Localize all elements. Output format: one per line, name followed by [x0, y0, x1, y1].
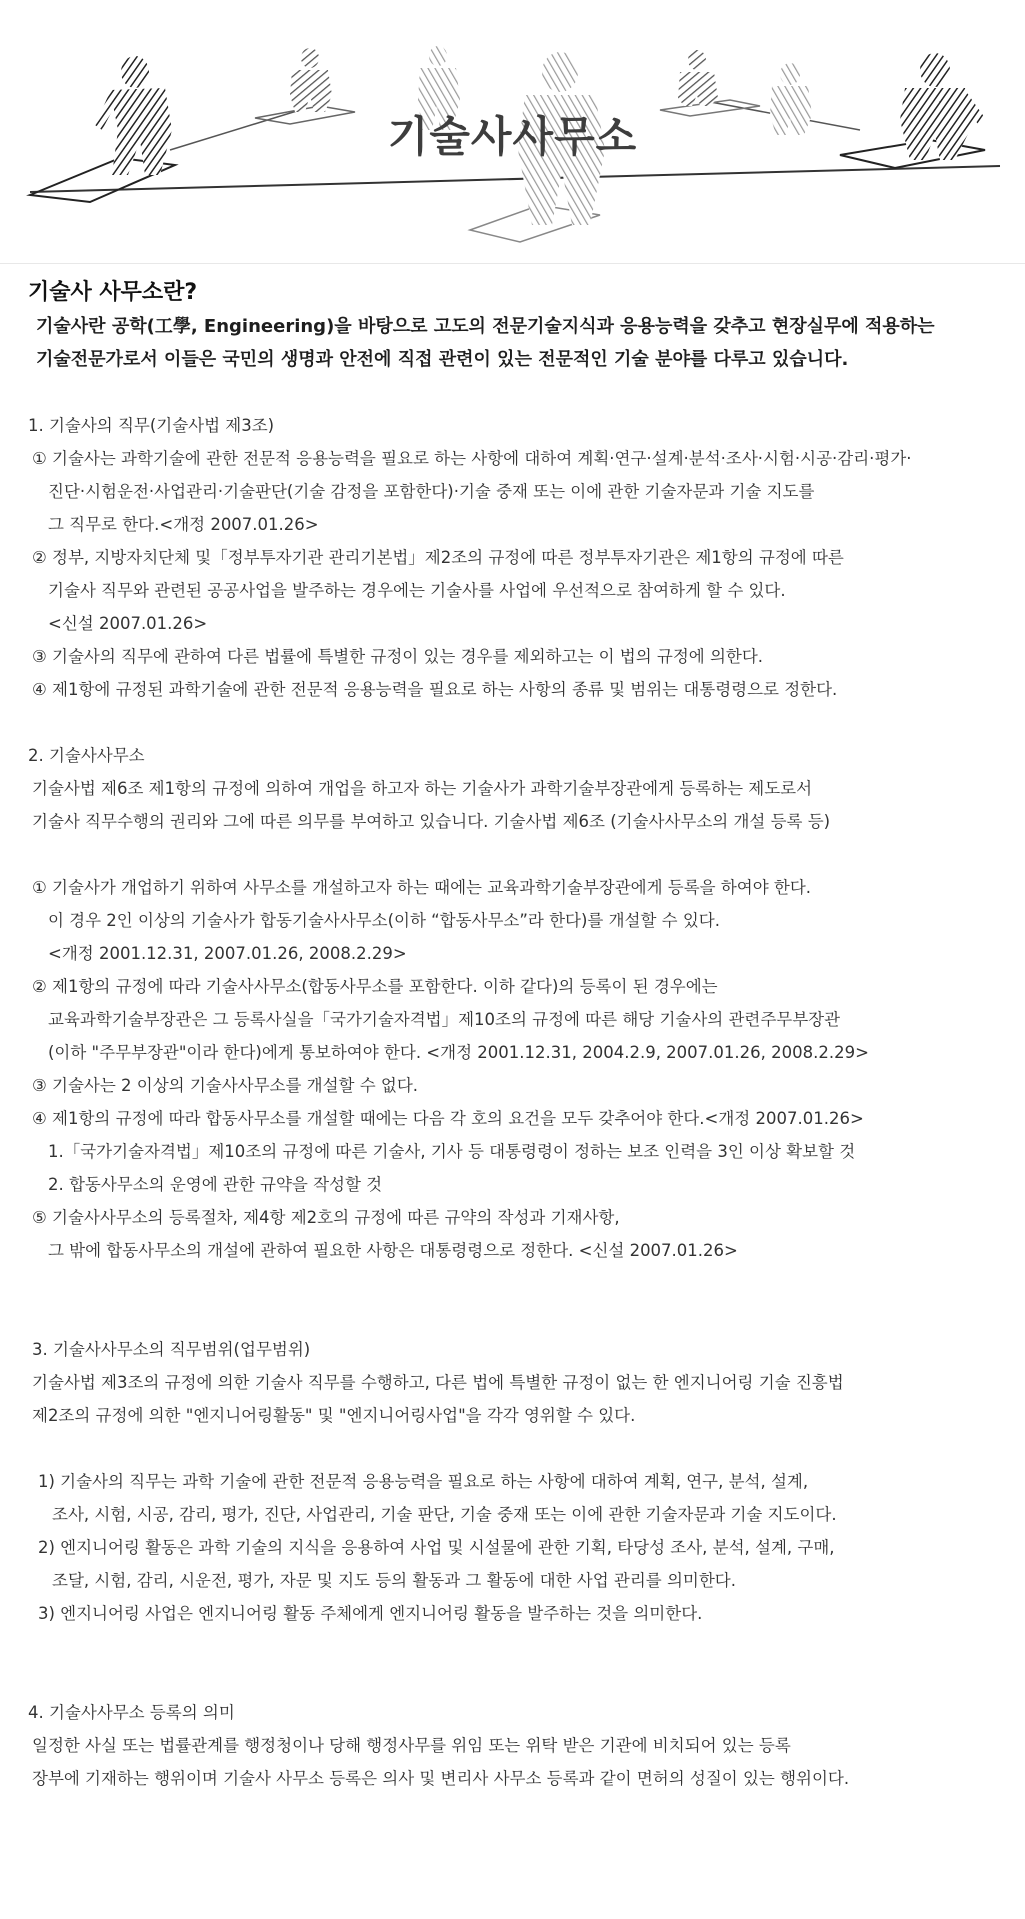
section-line: 기술사 직무수행의 권리와 그에 따른 의무를 부여하고 있습니다. 기술사법 제6조 (기술사사무소의 개설 등록 등): [32, 812, 831, 831]
section-line: <신설 2007.01.26>: [48, 614, 208, 633]
banner-divider: [0, 263, 1025, 264]
section-line: 3) 엔지니어링 사업은 엔지니어링 활동 주체에게 엔지니어링 활동을 발주하는 것을 의미한다.: [38, 1604, 703, 1623]
spacer: [28, 376, 1008, 409]
header-banner: [0, 0, 1025, 262]
section-title: 3. 기술사사무소의 직무범위(업무범위): [32, 1340, 311, 1359]
intro-line: 기술전문가로서 이들은 국민의 생명과 안전에 직접 관련이 있는 전문적인 기술 분야를 다루고 있습니다.: [36, 349, 849, 370]
section-line: 교육과학기술부장관은 그 등록사실을「국가기술자격법」제10조의 규정에 따른 해당 기술사의 관련주무부장관: [48, 1010, 841, 1029]
section-line: ③ 기술사의 직무에 관하여 다른 법률에 특별한 규정이 있는 경우를 제외하고는 이 법의 규정에 의한다.: [32, 647, 764, 666]
section-line: 1.「국가기술자격법」제10조의 규정에 따른 기술사, 기사 등 대통령령이 정하는 보조 인력을 3인 이상 확보할 것: [48, 1142, 856, 1161]
section-line: 2) 엔지니어링 활동은 과학 기술의 지식을 응용하여 사업 및 시설물에 관한 기획, 타당성 조사, 분석, 설계, 구매,: [38, 1538, 835, 1557]
section-title: 2. 기술사사무소: [28, 746, 145, 765]
banner-title: 기술사사무소: [387, 112, 638, 161]
document-body: [28, 276, 1008, 1795]
section-line: 1) 기술사의 직무는 과학 기술에 관한 전문적 응용능력을 필요로 하는 사항에 대하여 계획, 연구, 분석, 설계,: [38, 1472, 809, 1491]
section-line: 제2조의 규정에 의한 "엔지니어링활동" 및 "엔지니어링사업"을 각각 영위할 수 있다.: [32, 1406, 636, 1425]
section-line: [28, 1432, 1008, 1465]
section-line: 진단·시험운전·사업관리·기술판단(기술 감정을 포함한다)·기술 중재 또는 이에 관한 기술자문과 기술 지도를: [48, 482, 815, 501]
section-line: 조사, 시험, 시공, 감리, 평가, 진단, 사업관리, 기술 판단, 기술 중재 또는 이에 관한 기술자문과 기술 지도이다.: [52, 1505, 837, 1524]
section-line: <개정 2001.12.31, 2007.01.26, 2008.2.29>: [48, 944, 407, 963]
section-line: 장부에 기재하는 행위이며 기술사 사무소 등록은 의사 및 변리사 사무소 등록과 같이 면허의 성질이 있는 행위이다.: [32, 1769, 850, 1788]
section-line: (이하 "주무부장관"이라 한다)에게 통보하여야 한다. <개정 2001.12.31, 2004.2.9, 2007.01.26, 2008.2.29>: [48, 1043, 869, 1062]
section-line: 그 밖에 합동사무소의 개설에 관하여 필요한 사항은 대통령령으로 정한다. <신설 2007.01.26>: [48, 1241, 738, 1260]
section-line: ③ 기술사는 2 이상의 기술사사무소를 개설할 수 없다.: [32, 1076, 419, 1095]
section-line: 기술사법 제6조 제1항의 규정에 의하여 개업을 하고자 하는 기술사가 과학기술부장관에게 등록하는 제도로서: [32, 779, 813, 798]
section-line: 조달, 시험, 감리, 시운전, 평가, 자문 및 지도 등의 활동과 그 활동에 대한 사업 관리를 의미한다.: [52, 1571, 736, 1590]
spacer: [28, 1267, 1008, 1333]
section-registration: [28, 1696, 1008, 1795]
section-line: ② 제1항의 규정에 따라 기술사사무소(합동사무소를 포함한다. 이하 같다)의 등록이 된 경우에는: [32, 977, 718, 996]
section-duties: [28, 409, 1008, 706]
section-line: ④ 제1항에 규정된 과학기술에 관한 전문적 응용능력을 필요로 하는 사항의 종류 및 범위는 대통령령으로 정한다.: [32, 680, 838, 699]
section-line: ① 기술사가 개업하기 위하여 사무소를 개설하고자 하는 때에는 교육과학기술부장관에게 등록을 하여야 한다.: [32, 878, 812, 897]
intro-section: [28, 276, 1008, 376]
section-line: 이 경우 2인 이상의 기술사가 합동기술사사무소(이하 “합동사무소”라 한다)를 개설할 수 있다.: [48, 911, 720, 930]
section-line: ⑤ 기술사사무소의 등록절차, 제4항 제2호의 규정에 따른 규약의 작성과 기재사항,: [32, 1208, 620, 1227]
spacer: [28, 1630, 1008, 1696]
section-line: ② 정부, 지방자치단체 및「정부투자기관 관리기본법」제2조의 규정에 따른 정부투자기관은 제1항의 규정에 따른: [32, 548, 844, 567]
section-scope: [28, 1333, 1008, 1630]
section-line: ④ 제1항의 규정에 따라 합동사무소를 개설할 때에는 다음 각 호의 요건을 모두 갖추어야 한다.<개정 2007.01.26>: [32, 1109, 864, 1128]
section-line: 일정한 사실 또는 법률관계를 행정청이나 당해 행정사무를 위임 또는 위탁 받은 기관에 비치되어 있는 등록: [32, 1736, 791, 1755]
section-title: 1. 기술사의 직무(기술사법 제3조): [28, 416, 275, 435]
section-line: 기술사 직무와 관련된 공공사업을 발주하는 경우에는 기술사를 사업에 우선적으로 참여하게 할 수 있다.: [48, 581, 786, 600]
page-heading: 기술사 사무소란?: [28, 280, 198, 305]
section-line: [28, 838, 1008, 871]
section-title: 4. 기술사사무소 등록의 의미: [28, 1703, 235, 1722]
section-line: 2. 합동사무소의 운영에 관한 규약을 작성할 것: [48, 1175, 383, 1194]
section-line: 기술사법 제3조의 규정에 의한 기술사 직무를 수행하고, 다른 법에 특별한 규정이 없는 한 엔지니어링 기술 진흥법: [32, 1373, 844, 1392]
section-line: 그 직무로 한다.<개정 2007.01.26>: [48, 515, 319, 534]
section-line: ① 기술사는 과학기술에 관한 전문적 응용능력을 필요로 하는 사항에 대하여 계획·연구·설계·분석·조사·시험·시공·감리·평가·: [32, 449, 912, 468]
section-office: [28, 739, 1008, 1267]
intro-line: 기술사란 공학(工學, Engineering)을 바탕으로 고도의 전문기술지식과 응용능력을 갖추고 현장실무에 적용하는: [36, 316, 935, 337]
spacer: [28, 706, 1008, 739]
